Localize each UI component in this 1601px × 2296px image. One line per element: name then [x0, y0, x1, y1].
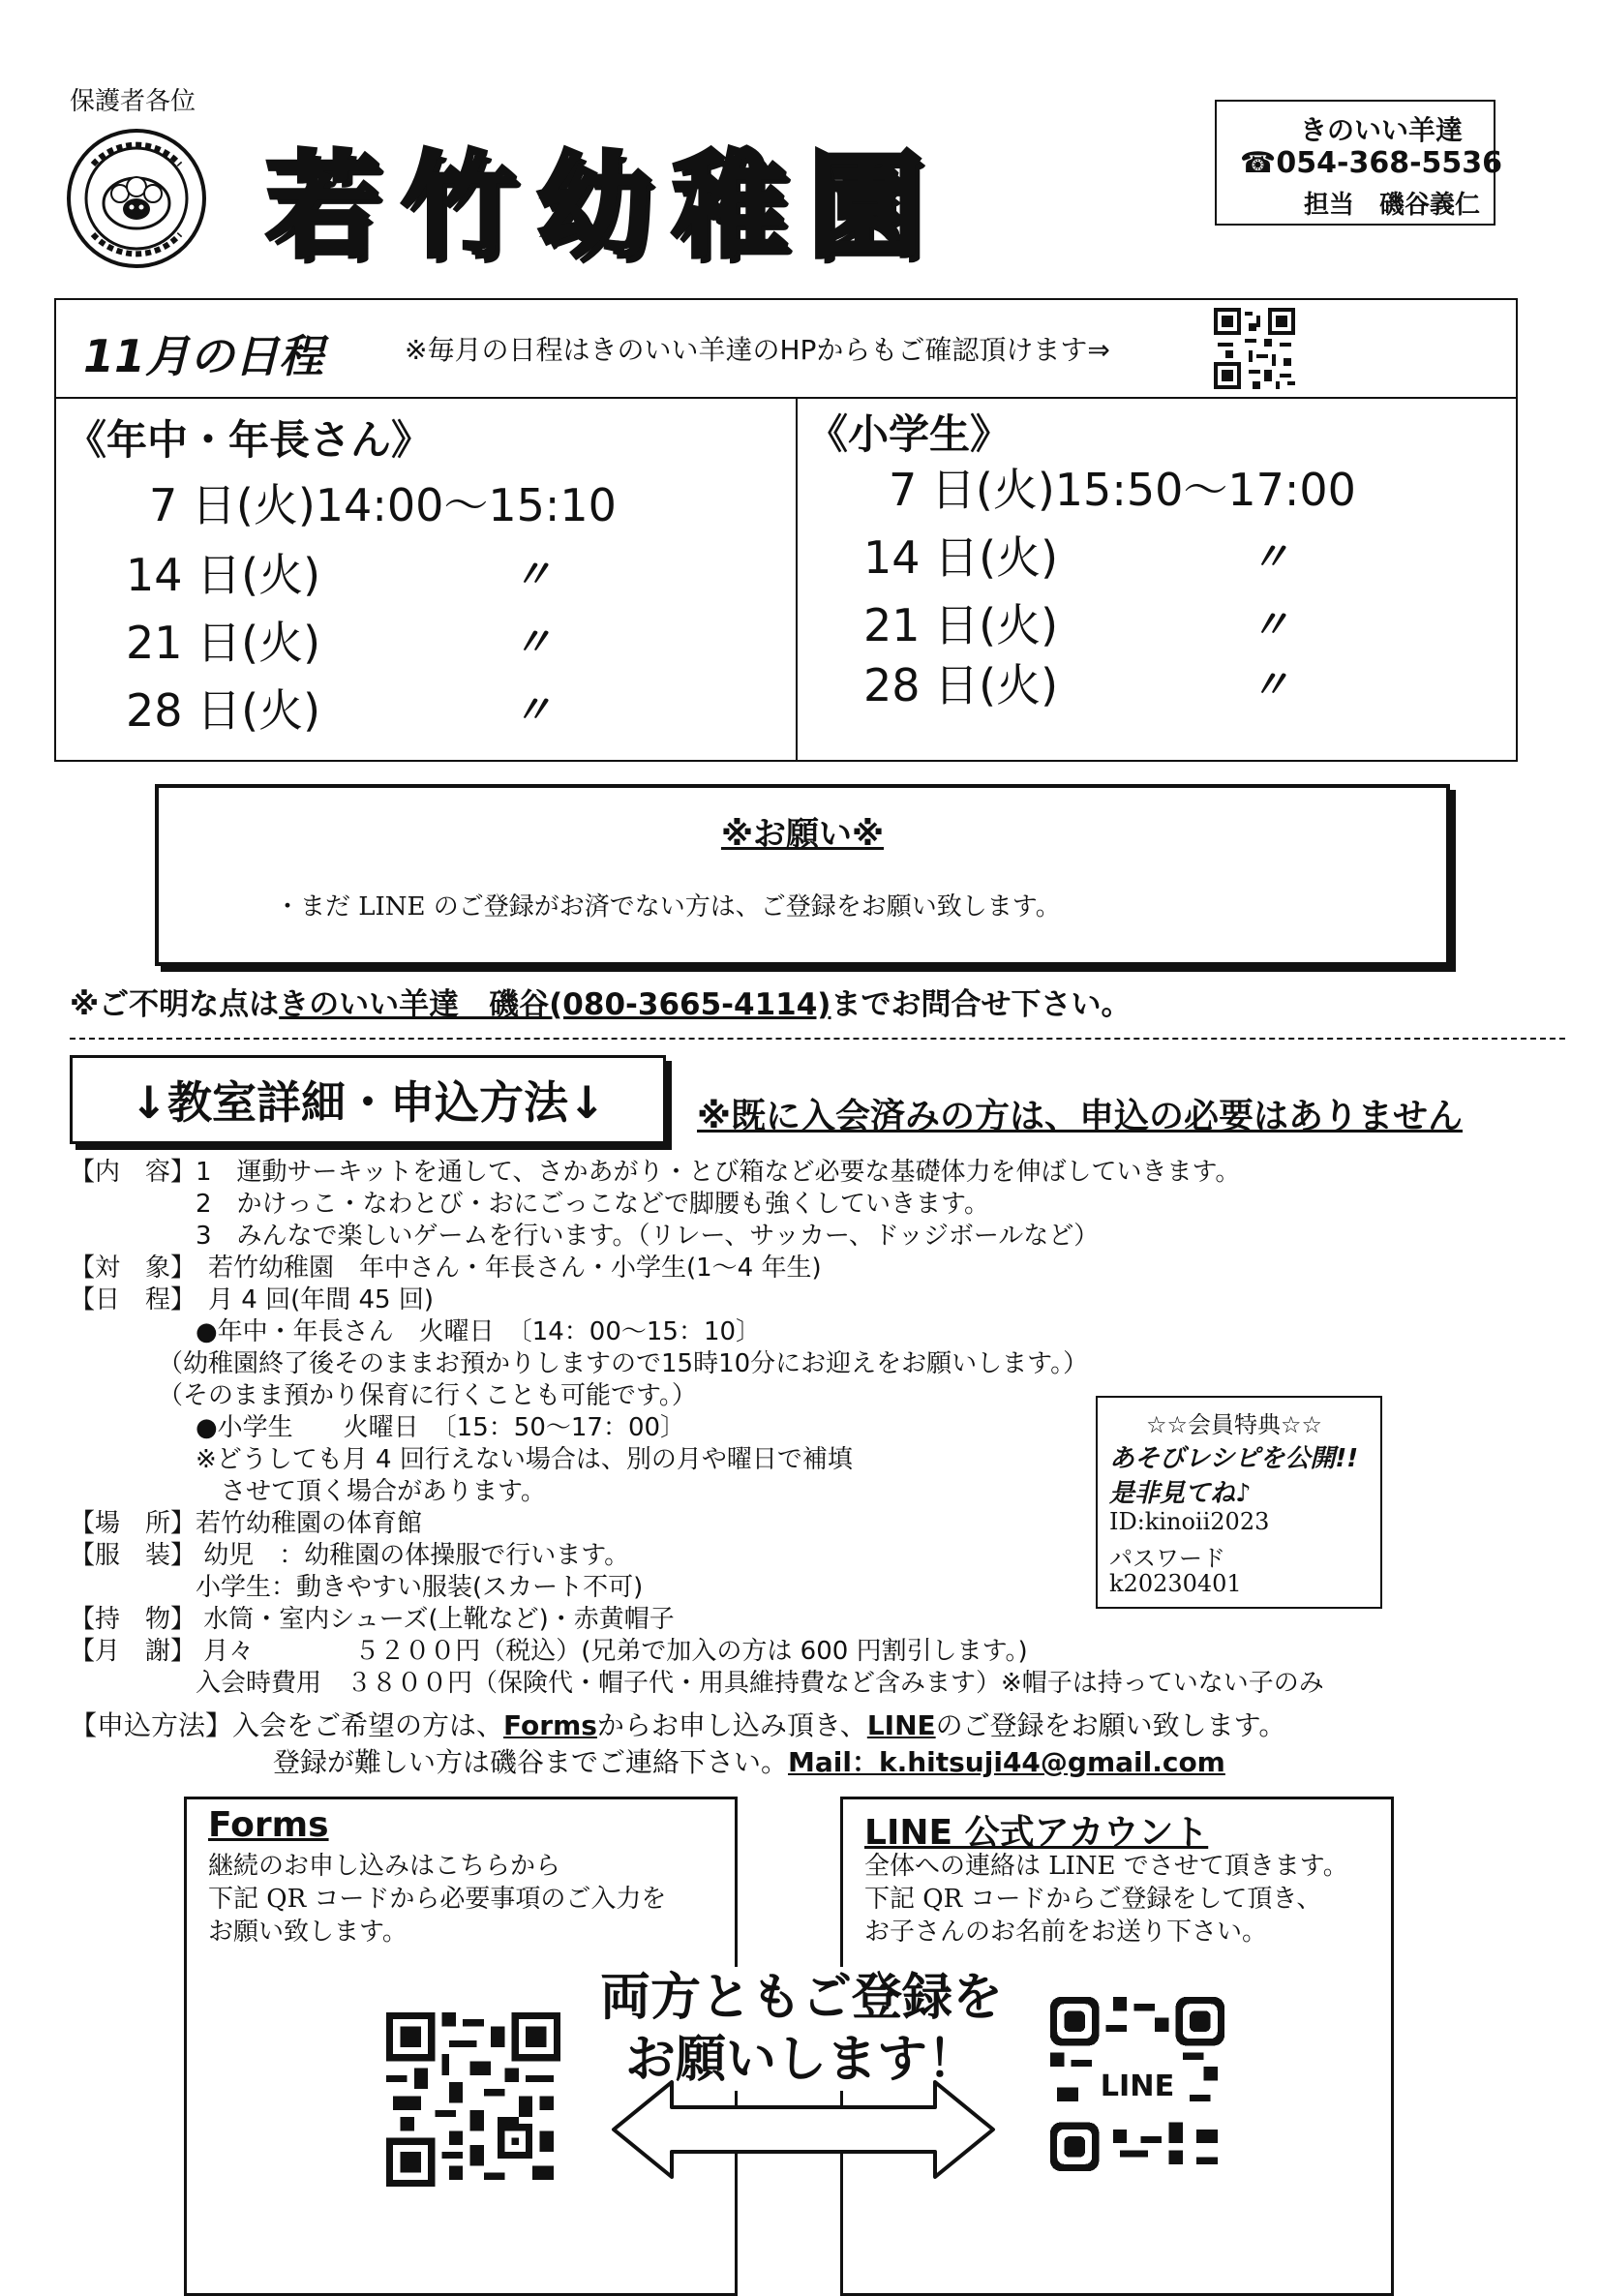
detail-line: 【場 所】若竹幼稚園の体育館	[70, 1509, 423, 1538]
line-qr-label: LINE	[1100, 2069, 1175, 2104]
benefit-password-label: パスワード	[1109, 1545, 1225, 1572]
detail-line: （そのまま預かり保育に行くことも可能です。）	[70, 1381, 697, 1410]
contact-phone: ☎054-368-5536	[1240, 146, 1503, 180]
detail-line: （幼稚園終了後そのままお預かりしますので15時10分にお迎えをお願いします。）	[70, 1349, 1089, 1378]
apply-line2	[273, 1748, 1225, 1777]
ditto-mark: 〃	[1251, 663, 1289, 708]
member-benefit-box	[1096, 1396, 1382, 1609]
schedule-date: 21 日(火)	[126, 617, 321, 669]
detail-line: 3 みんなで楽しいゲームを行います。（リレー、サッカー、ドッジボールなど）	[70, 1222, 1100, 1251]
line-panel-line: 全体への連絡は LINE でさせて頂きます。	[864, 1852, 1348, 1881]
benefit-id: ID:kinoii2023	[1109, 1508, 1270, 1535]
callout-line2: お願いします！	[624, 2031, 978, 2089]
apply-text: 入会をご希望の方は、	[232, 1709, 504, 1741]
line-panel-line: 下記 QR コードからご登録をして頂き、	[864, 1885, 1322, 1914]
apply-text: 登録が難しい方は磯谷までご連絡下さい。	[273, 1746, 789, 1778]
hp-qr-code[interactable]	[1214, 308, 1295, 389]
apply-text: のご登録をお願い致します。	[935, 1709, 1286, 1741]
inquiry-note	[70, 980, 1131, 1023]
schedule-title: 11月の日程	[83, 330, 324, 382]
forms-panel-text	[208, 1850, 666, 1949]
detail-line: 【持 物】 水筒・室内シューズ(上靴など)・赤黄帽子	[70, 1605, 675, 1634]
mail-link[interactable]: Mail：k.hitsuji44@gmail.com	[788, 1746, 1225, 1778]
detail-line: 【対 象】 若竹幼稚園 年中さん・年長さん・小学生(1～4 年生)	[70, 1254, 822, 1283]
addressee: 保護者各位	[70, 87, 196, 116]
request-title	[159, 807, 1446, 855]
detail-line: 【内 容】1 運動サーキットを通して、さかあがり・とび箱など必要な基礎体力を伸ばしていきます。	[70, 1158, 1241, 1187]
schedule-date: 14 日(火)	[863, 531, 1059, 584]
register-both-callout	[579, 1967, 1024, 2091]
forms-qr-code[interactable]	[386, 2012, 560, 2187]
line-qr-code[interactable]	[1050, 1997, 1224, 2171]
contact-person: 担当 磯谷義仁	[1304, 191, 1481, 220]
detail-line: ●年中・年長さん 火曜日 〔14：00～15：10〕	[70, 1317, 762, 1346]
detail-line: 2 かけっこ・なわとび・おにごっこなどで脚腰も強くしていきます。	[70, 1190, 989, 1219]
detail-line: 【服 装】 幼児 ：幼稚園の体操服で行います。	[70, 1541, 630, 1570]
schedule-divider	[796, 397, 798, 760]
sheep-logo-icon	[64, 126, 209, 271]
schedule-date: 28 日(火)	[126, 684, 321, 737]
ditto-mark: 〃	[513, 620, 552, 665]
detail-line: ●小学生 火曜日 〔15：50～17：00〕	[70, 1413, 686, 1442]
line-panel-line: お子さんのお名前をお送り下さい。	[864, 1918, 1268, 1947]
schedule-date: 7 日(火)15:50～17:00	[889, 464, 1356, 516]
line-link[interactable]: LINE	[866, 1709, 936, 1741]
schedule-row	[863, 523, 1289, 587]
detail-heading: ↓教室詳細・申込方法↓	[70, 1055, 666, 1144]
schedule-row	[863, 650, 1289, 714]
inquiry-contact[interactable]: きのいい羊達 磯谷(080-3665-4114)	[279, 987, 831, 1022]
forms-panel-line: お願い致します。	[208, 1918, 408, 1947]
schedule-row	[126, 540, 552, 604]
request-title-text: ※お願い※	[720, 815, 885, 854]
double-arrow-icon	[610, 2076, 997, 2183]
detail-line: 入会時費用 ３８００円（保険代・帽子代・用具維持費など含みます）※帽子は持っていない子のみ	[70, 1669, 1324, 1698]
schedule-row	[863, 590, 1289, 654]
already-member-note: ※既に入会済みの方は、申込の必要はありません	[697, 1097, 1463, 1136]
schedule-note: ※毎月の日程はきのいい羊達のHPからもご確認頂けます⇒	[405, 334, 1110, 366]
detail-line: ※どうしても月 4 回行えない場合は、別の月や曜日で補填	[70, 1445, 853, 1474]
forms-panel-line: 継続のお申し込みはこちらから	[208, 1852, 561, 1881]
ditto-mark: 〃	[513, 688, 552, 733]
schedule-header	[56, 300, 1516, 399]
ditto-mark: 〃	[513, 553, 552, 597]
schedule-date: 21 日(火)	[863, 599, 1059, 651]
schedule-row	[126, 676, 552, 740]
contact-box	[1215, 100, 1503, 226]
benefit-line1: あそびレシピを公開!!	[1109, 1444, 1359, 1473]
detail-line: 小学生：動きやすい服装(スカート不可)	[70, 1573, 644, 1602]
line-panel-title: LINE 公式アカウント	[864, 1813, 1209, 1853]
benefit-title: ☆☆会員特典☆☆	[1146, 1411, 1323, 1438]
contact-org: きのいい羊達	[1300, 114, 1464, 146]
group-title-kindergarten: 《年中・年長さん》	[66, 416, 433, 464]
benefit-password: k20230401	[1109, 1570, 1242, 1597]
schedule-date: 7 日(火)14:00～15:10	[149, 479, 617, 531]
schedule-row	[889, 455, 1356, 519]
schedule-date: 28 日(火)	[863, 659, 1059, 711]
detail-line: 【日 程】 月 4 回(年間 45 回)	[70, 1285, 434, 1314]
detail-line: させて頂く場合があります。	[70, 1477, 546, 1506]
ditto-mark: 〃	[1251, 535, 1289, 580]
apply-text: からお申し込み頂き、	[596, 1709, 867, 1741]
apply-line1	[70, 1711, 1285, 1740]
schedule-row	[126, 608, 552, 672]
group-title-elementary: 《小学生》	[807, 410, 1012, 458]
apply-label: 【申込方法】	[70, 1709, 233, 1741]
forms-link[interactable]: Forms	[503, 1709, 597, 1741]
request-box	[155, 784, 1450, 966]
inquiry-suffix: までお問合せ下さい。	[831, 987, 1132, 1022]
schedule-row	[149, 470, 617, 534]
school-title: 若竹幼稚園	[266, 138, 945, 273]
schedule-box	[54, 298, 1518, 762]
cut-line-divider	[70, 1038, 1565, 1040]
forms-panel-title: Forms	[208, 1805, 329, 1845]
inquiry-prefix: ※ご不明な点は	[70, 987, 280, 1022]
forms-panel-line: 下記 QR コードから必要事項のご入力を	[208, 1885, 667, 1914]
callout-line1: 両方ともご登録を	[599, 1969, 1003, 2027]
detail-line: 【月 謝】 月々 ５２００円（税込）(兄弟で加入の方は 600 円割引します。)	[70, 1637, 1028, 1666]
benefit-line2: 是非見てね♪	[1109, 1479, 1252, 1508]
schedule-date: 14 日(火)	[126, 549, 321, 601]
request-body: ・まだ LINE のご登録がお済でない方は、ご登録をお願い致します。	[275, 892, 1061, 921]
ditto-mark: 〃	[1251, 603, 1289, 648]
line-panel-text	[864, 1850, 1348, 1949]
